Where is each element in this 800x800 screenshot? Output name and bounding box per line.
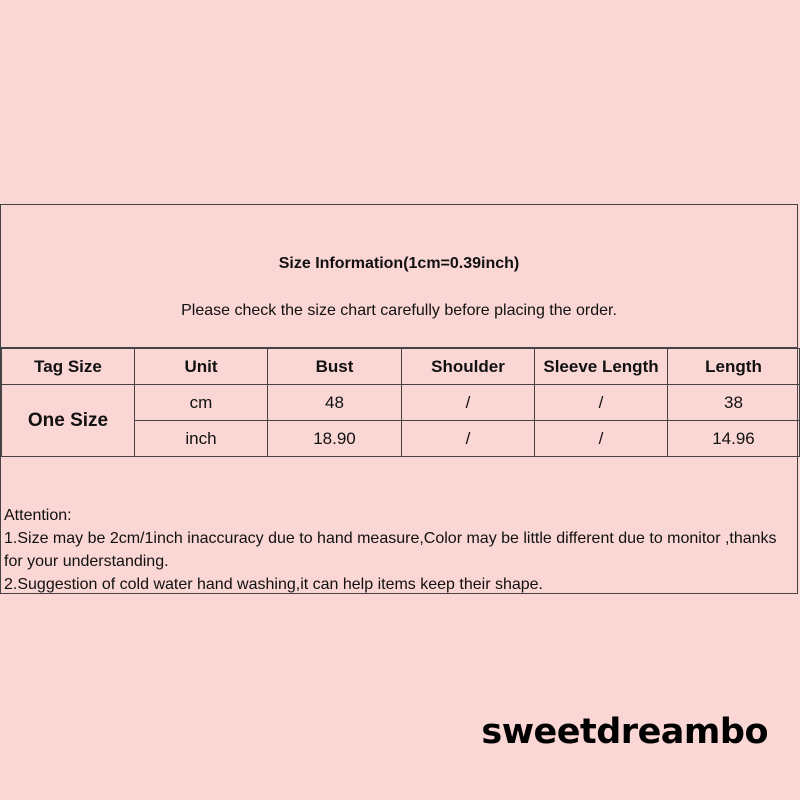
unit-cell: inch: [135, 421, 268, 457]
table-header-row: [2, 349, 800, 385]
unit-cell: cm: [135, 385, 268, 421]
tag-size-cell: One Size: [2, 385, 135, 457]
shoulder-cell: /: [402, 385, 535, 421]
attention-note-2: 2.Suggestion of cold water hand washing,it can help items keep their shape.: [4, 576, 543, 593]
size-info-subtitle: Please check the size chart carefully before placing the order.: [181, 302, 617, 319]
sleeve-length-cell: /: [535, 421, 668, 457]
size-info-header: [1, 205, 797, 348]
col-header-sleeve-length: Sleeve Length: [535, 349, 668, 385]
bust-cell: 48: [268, 385, 402, 421]
brand-watermark: sweetdreambo: [481, 712, 768, 752]
attention-note-1: 1.Size may be 2cm/1inch inaccuracy due to hand measure,Color may be little different due to monitor ,thanks for your understanding.: [4, 530, 777, 570]
size-table: [1, 348, 800, 457]
size-info-title: Size Information(1cm=0.39inch): [278, 255, 520, 272]
attention-heading: Attention:: [4, 507, 72, 524]
col-header-shoulder: Shoulder: [402, 349, 535, 385]
shoulder-cell: /: [402, 421, 535, 457]
attention-notes: [4, 504, 796, 596]
size-info-panel: [0, 204, 798, 594]
col-header-bust: Bust: [268, 349, 402, 385]
length-cell: 38: [668, 385, 800, 421]
table-row: [2, 385, 800, 421]
col-header-tag-size: Tag Size: [2, 349, 135, 385]
col-header-unit: Unit: [135, 349, 268, 385]
col-header-length: Length: [668, 349, 800, 385]
length-cell: 14.96: [668, 421, 800, 457]
sleeve-length-cell: /: [535, 385, 668, 421]
bust-cell: 18.90: [268, 421, 402, 457]
